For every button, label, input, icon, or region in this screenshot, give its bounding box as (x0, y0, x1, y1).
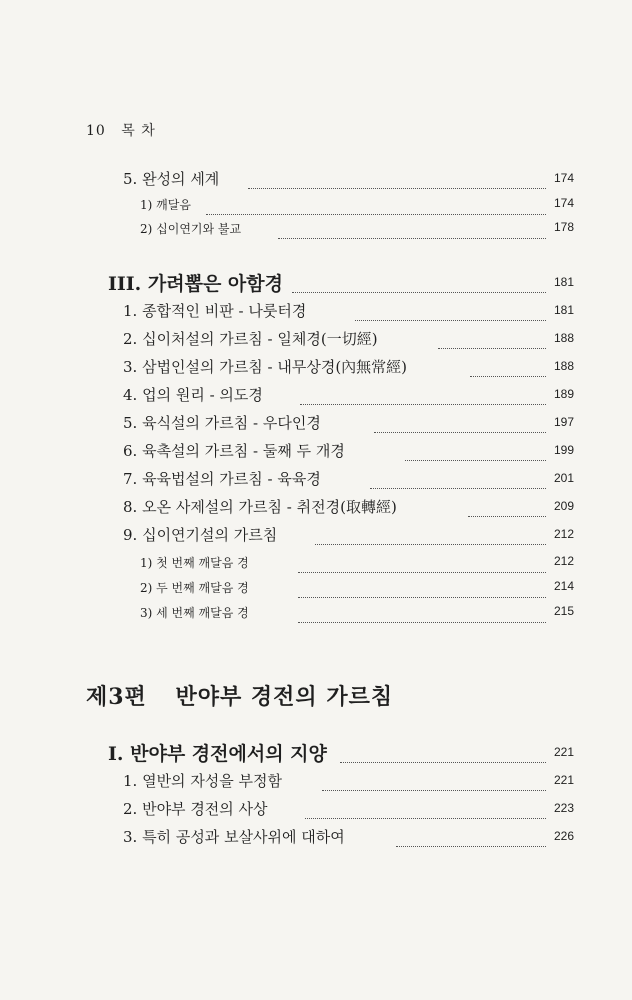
toc-entry (0, 770, 632, 794)
dot-leader (292, 272, 546, 293)
toc-entry (0, 384, 632, 408)
toc-entry-label: 3. 삼법인설의 가르침 - 내무상경(內無常經) (123, 358, 408, 376)
toc-entry-label: 2. 반야부 경전의 사상 (123, 800, 268, 818)
dot-leader (315, 524, 546, 545)
toc-entry-page: 188 (553, 359, 574, 373)
toc-entry-label: 2) 십이연기와 불교 (140, 222, 242, 236)
toc-entry (0, 194, 632, 218)
toc-entry-label: 2. 십이처설의 가르침 - 일체경(一切經) (123, 330, 378, 348)
toc-entry-page: 181 (553, 275, 574, 289)
toc-entry-page: 188 (553, 331, 574, 345)
toc-entry (0, 168, 632, 192)
toc-entry-label: 1) 깨달음 (140, 198, 191, 212)
toc-entry (0, 552, 632, 576)
toc-entry-label: 5. 육식설의 가르침 - 우다인경 (123, 414, 321, 432)
dot-leader (322, 770, 546, 791)
toc-entry-label: 8. 오온 사제설의 가르침 - 취전경(取轉經) (123, 498, 397, 516)
toc-entry-page: 223 (553, 801, 574, 815)
toc-entry-page: 178 (553, 220, 574, 234)
toc-entry-page: 226 (553, 829, 574, 843)
dot-leader (206, 194, 546, 215)
toc-entry-page: 181 (553, 303, 574, 317)
toc-entry (0, 468, 632, 492)
toc-entry (0, 328, 632, 352)
part-title (86, 680, 393, 711)
dot-leader (300, 384, 546, 405)
toc-entry-page: 215 (553, 604, 574, 618)
dot-leader (248, 168, 546, 189)
dot-leader (470, 356, 546, 377)
toc-entry (0, 300, 632, 324)
toc-entry-page: 201 (553, 471, 574, 485)
dot-leader (298, 577, 546, 598)
toc-entry-label: III. 가려뽑은 아함경 (108, 273, 283, 295)
header-title: 목 차 (121, 123, 156, 139)
dot-leader (305, 798, 546, 819)
toc-entry (0, 577, 632, 601)
toc-entry-page: 199 (553, 443, 574, 457)
toc-entry-label: 7. 육육법설의 가르침 - 육육경 (123, 470, 321, 488)
toc-entry-label: 3) 세 번째 깨달음 경 (140, 606, 249, 620)
toc-entry (0, 412, 632, 436)
part-number: 제3편 (86, 684, 147, 710)
toc-entry-page: 221 (553, 773, 574, 787)
toc-entry-label: 3. 특히 공성과 보살사위에 대하여 (123, 828, 345, 846)
running-header (86, 120, 156, 140)
toc-entry-page: 174 (553, 171, 574, 185)
toc-entry-label: 9. 십이연기설의 가르침 (123, 526, 278, 544)
toc-entry-page: 197 (553, 415, 574, 429)
dot-leader (278, 218, 546, 239)
toc-entry-label: 1. 열반의 자성을 부정함 (123, 772, 283, 790)
dot-leader (370, 468, 546, 489)
page-number: 10 (86, 123, 106, 139)
toc-entry-page: 212 (553, 554, 574, 568)
toc-entry (0, 524, 632, 548)
dot-leader (298, 602, 546, 623)
toc-entry-label: 1) 첫 번째 깨달음 경 (140, 556, 249, 570)
toc-entry-page: 212 (553, 527, 574, 541)
toc-entry (0, 496, 632, 520)
toc-entry-page: 189 (553, 387, 574, 401)
toc-entry (0, 826, 632, 850)
toc-entry-page: 174 (553, 196, 574, 210)
toc-chapter-heading (0, 272, 632, 296)
toc-entry-label: I. 반야부 경전에서의 지양 (108, 743, 327, 765)
toc-entry (0, 356, 632, 380)
dot-leader (396, 826, 546, 847)
toc-chapter-heading (0, 742, 632, 766)
dot-leader (374, 412, 546, 433)
dot-leader (405, 440, 546, 461)
dot-leader (438, 328, 546, 349)
dot-leader (298, 552, 546, 573)
toc-entry-label: 6. 육촉설의 가르침 - 둘째 두 개경 (123, 442, 345, 460)
dot-leader (340, 742, 546, 763)
dot-leader (468, 496, 546, 517)
toc-entry-page: 214 (553, 579, 574, 593)
toc-entry-label: 1. 종합적인 비판 - 나룻터경 (123, 302, 307, 320)
toc-entry-page: 221 (553, 745, 574, 759)
toc-entry-label: 2) 두 번째 깨달음 경 (140, 581, 249, 595)
toc-entry-label: 4. 업의 원리 - 의도경 (123, 386, 263, 404)
toc-entry-page: 209 (553, 499, 574, 513)
dot-leader (355, 300, 546, 321)
part-name: 반야부 경전의 가르침 (175, 684, 394, 710)
toc-entry (0, 440, 632, 464)
toc-entry (0, 218, 632, 242)
toc-entry (0, 798, 632, 822)
toc-entry-label: 5. 완성의 세계 (123, 170, 220, 188)
toc-entry (0, 602, 632, 626)
